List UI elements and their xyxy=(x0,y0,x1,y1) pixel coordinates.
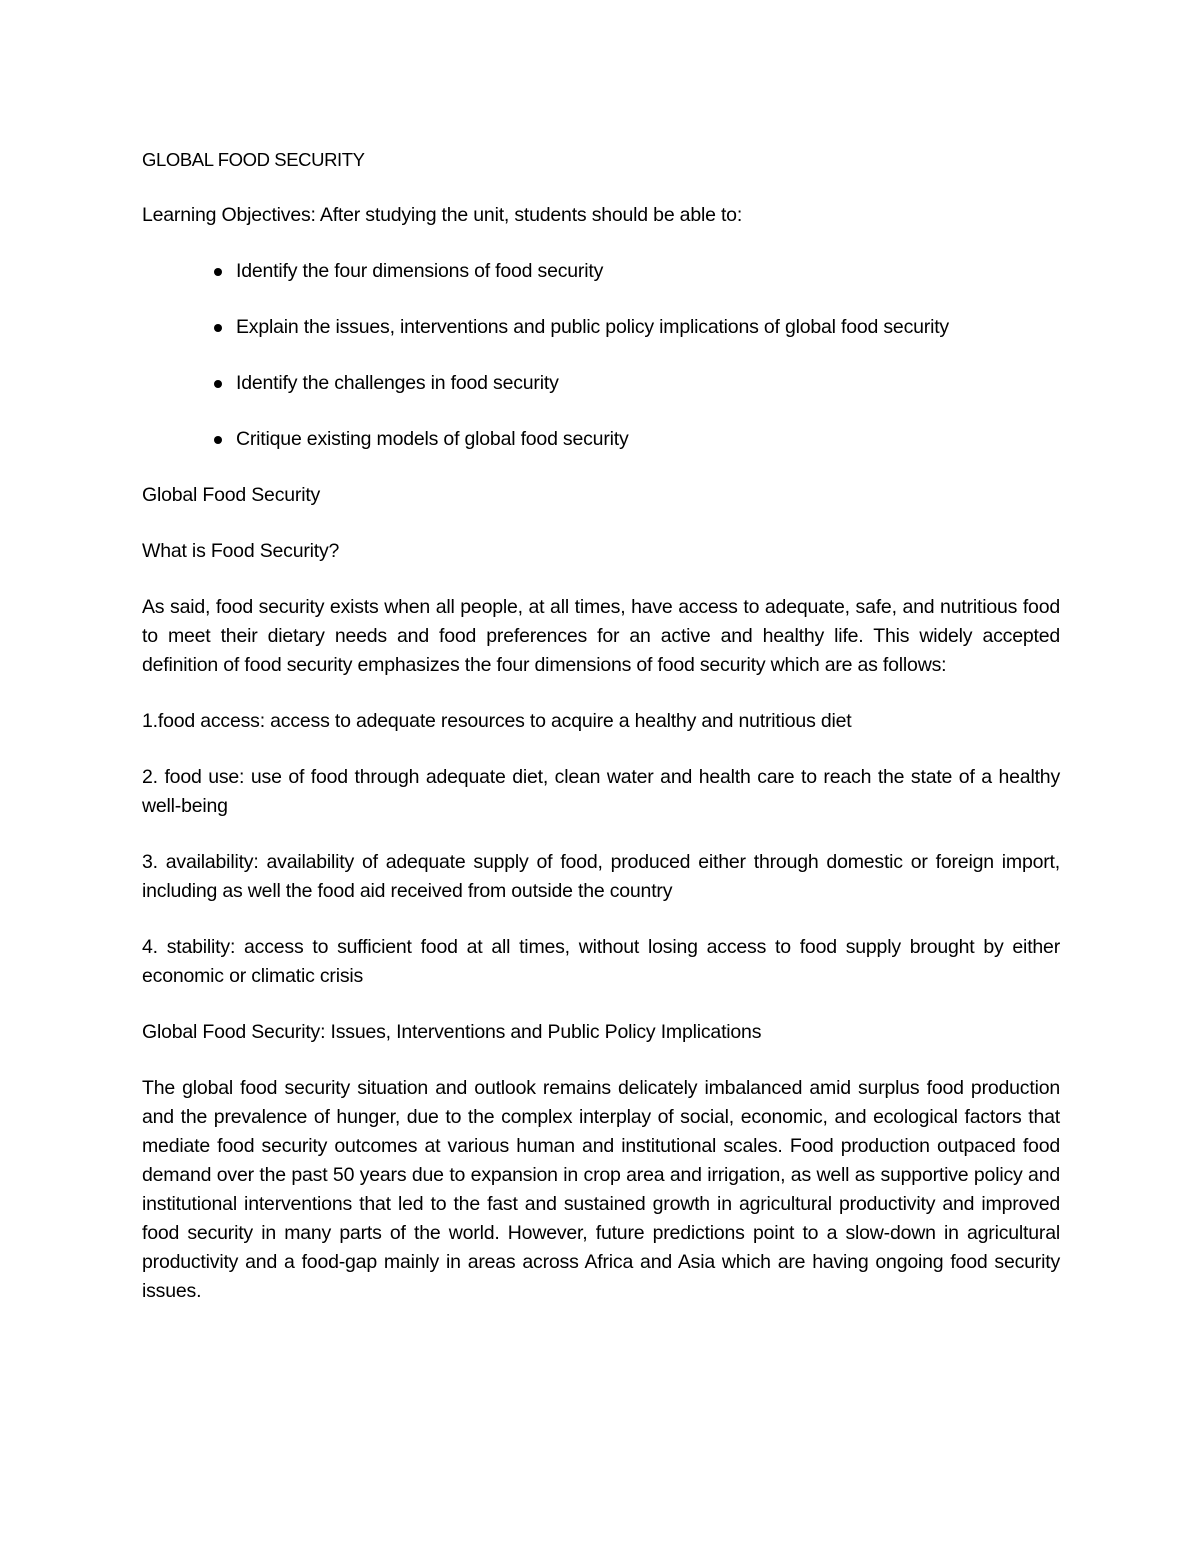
document-title: GLOBAL FOOD SECURITY xyxy=(142,149,365,170)
section-heading: Global Food Security xyxy=(142,484,321,506)
objective-text: Critique existing models of global food security xyxy=(236,428,629,450)
objective-text: Explain the issues, interventions and public policy implications of global food security xyxy=(236,316,949,338)
objectives-list xyxy=(142,257,1060,454)
bullet-icon xyxy=(214,324,222,332)
bullet-icon xyxy=(214,268,222,276)
document-body xyxy=(142,145,1060,1306)
bullet-icon xyxy=(214,436,222,444)
dimension-item: 1.food access: access to adequate resources to acquire a healthy and nutritious diet xyxy=(142,710,852,732)
bullet-icon xyxy=(214,380,222,388)
objective-item xyxy=(142,257,1060,286)
objective-text: Identify the challenges in food security xyxy=(236,372,559,394)
dimension-item: 3. availability: availability of adequate supply of food, produced either through domestic or foreign import, including as well the food aid received from outside the country xyxy=(142,851,1060,902)
definition-paragraph: As said, food security exists when all people, at all times, have access to adequate, safe, and nutritious food to meet their dietary needs and food preferences for an active and healthy life. This widely accepted definition of food security emphasizes the four dimensions of food security which are as follows: xyxy=(142,596,1060,676)
issues-paragraph: The global food security situation and outlook remains delicately imbalanced amid surplus food production and the prevalence of hunger, due to the complex interplay of social, economic, and ecological factors that mediate food security outcomes at various human and institutional scales. Food production outpaced food demand over the past 50 years due to expansion in crop area and irrigation, as well as supportive policy and institutional interventions that led to the fast and sustained growth in agricultural productivity and improved food security in many parts of the world. However, future predictions point to a slow-down in agricultural productivity and a food-gap mainly in areas across Africa and Asia which are having ongoing food security issues. xyxy=(142,1077,1060,1302)
dimension-item: 2. food use: use of food through adequate diet, clean water and health care to reach the state of a healthy well-being xyxy=(142,766,1060,817)
objective-text: Identify the four dimensions of food security xyxy=(236,260,604,282)
issues-heading: Global Food Security: Issues, Interventions and Public Policy Implications xyxy=(142,1021,762,1043)
objective-item xyxy=(142,313,1060,342)
dimension-item: 4. stability: access to sufficient food at all times, without losing access to food supply brought by either economic or climatic crisis xyxy=(142,936,1060,987)
question-heading: What is Food Security? xyxy=(142,540,340,562)
objectives-intro: Learning Objectives: After studying the unit, students should be able to: xyxy=(142,204,743,226)
objective-item xyxy=(142,369,1060,398)
objective-item xyxy=(142,425,1060,454)
